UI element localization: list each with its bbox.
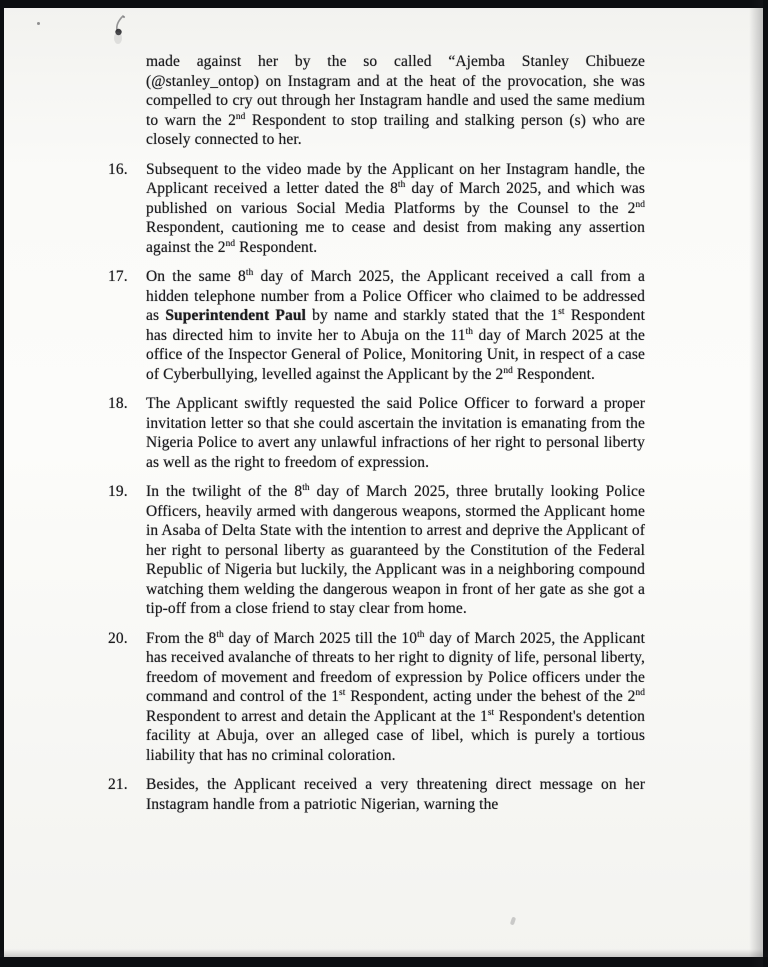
affidavit-paragraph bbox=[108, 160, 645, 258]
scan-speck bbox=[37, 22, 40, 25]
paragraph-text: Besides, the Applicant received a very threatening direct message on her Instagram handle from a patriotic Nigerian, warning the bbox=[146, 776, 645, 813]
paragraph-number: 21. bbox=[108, 776, 128, 793]
scan-faint-mark bbox=[510, 917, 516, 926]
paragraph-text: Subsequent to the video made by the Applicant on her Instagram handle, the Applicant received a letter dated the 8th day of March 2025, and which was published on various Social Media Platforms by the Counsel to the 2nd Respondent, cautioning me to cease and desist from making any assertion against the 2nd Respondent. bbox=[146, 160, 645, 256]
scan-border-top bbox=[0, 0, 768, 8]
paragraph-number: 18. bbox=[108, 395, 128, 412]
scan-shadow-right bbox=[749, 0, 763, 967]
paragraph-number: 20. bbox=[108, 629, 128, 647]
paragraph-number: 17. bbox=[108, 268, 128, 285]
scan-border-bottom bbox=[0, 957, 768, 967]
scan-border-right bbox=[763, 0, 768, 967]
affidavit-paragraph bbox=[108, 267, 645, 384]
paragraph-number: 19. bbox=[108, 483, 128, 500]
paragraph-text: On the same 8th day of March 2025, the Applicant received a call from a hidden telephone number from a Police Officer who claimed to be addressed as Superintendent Paul by name and starkly stated that the 1st Respondent has directed him to invite her to Abuja on the 11th day of March 2025 at the office of the Inspector General of Police, Monitoring Unit, in respect of a case of Cyberbullying, levelled against the Applicant by the 2nd Respondent. bbox=[146, 267, 646, 383]
affidavit-paragraph bbox=[108, 394, 645, 472]
ink-smudge bbox=[106, 13, 136, 49]
paragraph-text: From the 8th day of March 2025 till the 10th day of March 2025, the Applicant has received avalanche of threats to her right to dignity of life, personal liberty, freedom of movement and freedom of expression by Police officers under the command and control of the 1st Respondent, acting under the behest of the 2nd Respondent to arrest and detain the Applicant at the 1st Respondent's detention facility at Abuja, over an alleged case of libel, which is purely a tortious liability that has no criminal coloration. bbox=[146, 629, 646, 764]
scan-border-left bbox=[0, 0, 4, 967]
affidavit-paragraph bbox=[108, 775, 645, 814]
affidavit-paragraph bbox=[108, 629, 645, 766]
affidavit-paragraph bbox=[108, 52, 645, 150]
paragraph-text: made against her by the so called “Ajemba Stanley Chibueze (@stanley_ontop) on Instagram and at the heat of the provocation, she was compelled to cry out through her Instagram handle and used the same medium to warn the 2nd Respondent to stop trailing and stalking person (s) who are closely connected to her. bbox=[146, 53, 645, 148]
paragraph-number bbox=[108, 52, 146, 150]
paragraph-text: The Applicant swiftly requested the said Police Officer to forward a proper invitation letter so that she could ascertain the invitation is emanating from the Nigeria Police to avert any unlawful infractions of her right to personal liberty as well as the right to freedom of expression. bbox=[146, 395, 645, 471]
paragraph-text: In the twilight of the 8th day of March 2025, three brutally looking Police Officers, heavily armed with dangerous weapons, stormed the Applicant home in Asaba of Delta State with the intention to arrest and deprive the Applicant of her right to personal liberty as guaranteed by the Constitution of the Federal Republic of Nigeria but luckily, the Applicant was in a neighboring compound watching them welding the dangerous weapon in front of her gate as she got a tip-off from a close friend to stay clear from home. bbox=[146, 482, 646, 617]
paragraph-number: 16. bbox=[108, 160, 128, 178]
scan-shadow-bottom bbox=[0, 949, 768, 957]
affidavit-body bbox=[108, 52, 645, 824]
affidavit-paragraph bbox=[108, 482, 645, 619]
